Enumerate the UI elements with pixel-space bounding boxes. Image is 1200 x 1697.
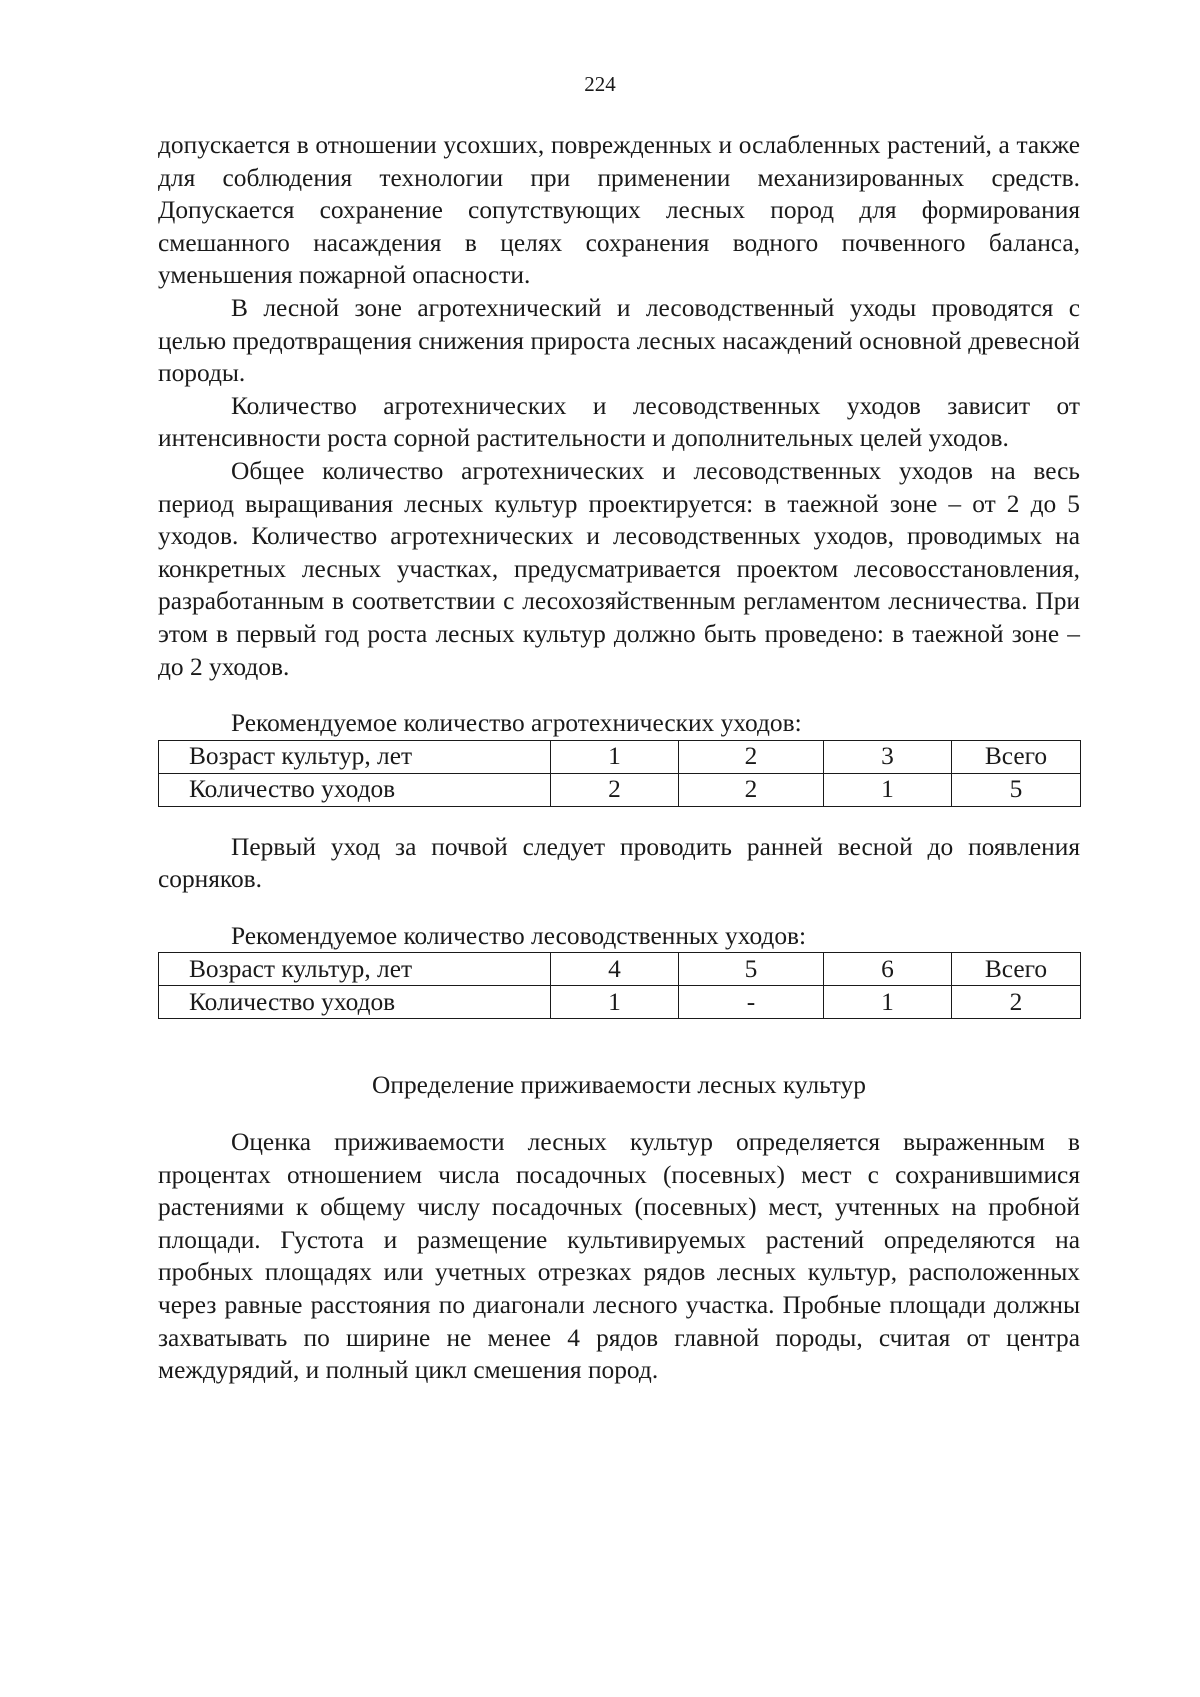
paragraph-care-count: Количество агротехнических и лесоводственных уходов зависит от интенсивности роста сорной растительности и дополнительных целей уходов.	[158, 391, 1080, 453]
table-agro-caption: Рекомендуемое количество агротехнических уходов:	[231, 709, 802, 738]
table-row	[159, 986, 1081, 1019]
section-heading: Определение приживаемости лесных культур	[372, 1071, 866, 1100]
table-cell: 6	[824, 953, 952, 986]
table-row	[159, 953, 1081, 986]
table-cell: 3	[824, 740, 952, 773]
table-cell: 1	[824, 986, 952, 1019]
table-cell: 2	[952, 986, 1081, 1019]
page-body	[158, 129, 1080, 1387]
paragraph-forest-zone: В лесной зоне агротехнический и лесоводственный уходы проводятся с целью предотвращения снижения прироста лесных насаждений основной древесной породы.	[158, 293, 1080, 388]
table-cell: 1	[824, 773, 952, 806]
table-silvi-caption: Рекомендуемое количество лесоводственных уходов:	[231, 921, 807, 950]
table-cell: 2	[551, 773, 679, 806]
table-row	[159, 773, 1081, 806]
page-number: 224	[584, 72, 616, 96]
row-label-count: Количество уходов	[159, 773, 551, 806]
table-row	[159, 740, 1081, 773]
table-cell: 1	[551, 740, 679, 773]
row-label-count: Количество уходов	[159, 986, 551, 1019]
row-label-age: Возраст культур, лет	[159, 953, 551, 986]
table-cell: Всего	[952, 740, 1081, 773]
row-label-age: Возраст культур, лет	[159, 740, 551, 773]
table-cell: 2	[679, 773, 824, 806]
table-cell: 2	[679, 740, 824, 773]
table-cell: 4	[551, 953, 679, 986]
table-cell: 5	[679, 953, 824, 986]
table-agro	[158, 740, 1081, 807]
paragraph-total-care: Общее количество агротехнических и лесоводственных уходов на весь период выращивания лесных культур проектируется: в таежной зоне – от 2 до 5 уходов. Количество агротехнических и лесоводственных уходов, проводимых на конкретных лесных участках, предусматривается проектом лесовосстановления, разработанным в соответствии с лесохозяйственным регламентом лесничества. При этом в первый год роста лесных культур должно быть проведено: в таежной зоне – до 2 уходов.	[158, 456, 1080, 681]
table-cell: 1	[551, 986, 679, 1019]
table-cell: -	[679, 986, 824, 1019]
table-silvi	[158, 952, 1081, 1019]
paragraph-survival: Оценка приживаемости лесных культур определяется выраженным в процентах отношением числа посадочных (посевных) мест с сохранившимися растениями к общему числу посадочных (посевных) мест, учтенных на пробной площади. Густота и размещение культивируемых растений определяются на пробных площадях или учетных отрезках рядов лесных культур, расположенных через равные расстояния по диагонали лесного участка. Пробные площади должны захватывать по ширине не менее 4 рядов главной породы, считая от центра междурядий, и полный цикл смешения пород.	[158, 1128, 1080, 1385]
paragraph-continued: допускается в отношении усохших, поврежденных и ослабленных растений, а также для соблюдения технологии при применении механизированных средств. Допускается сохранение сопутствующих лесных пород для формирования смешанного насаждения в целях сохранения водного почвенного баланса, уменьшения пожарной опасности.	[158, 131, 1080, 290]
paragraph-first-care: Первый уход за почвой следует проводить ранней весной до появления сорняков.	[158, 832, 1080, 894]
table-cell: 5	[952, 773, 1081, 806]
table-cell: Всего	[952, 953, 1081, 986]
